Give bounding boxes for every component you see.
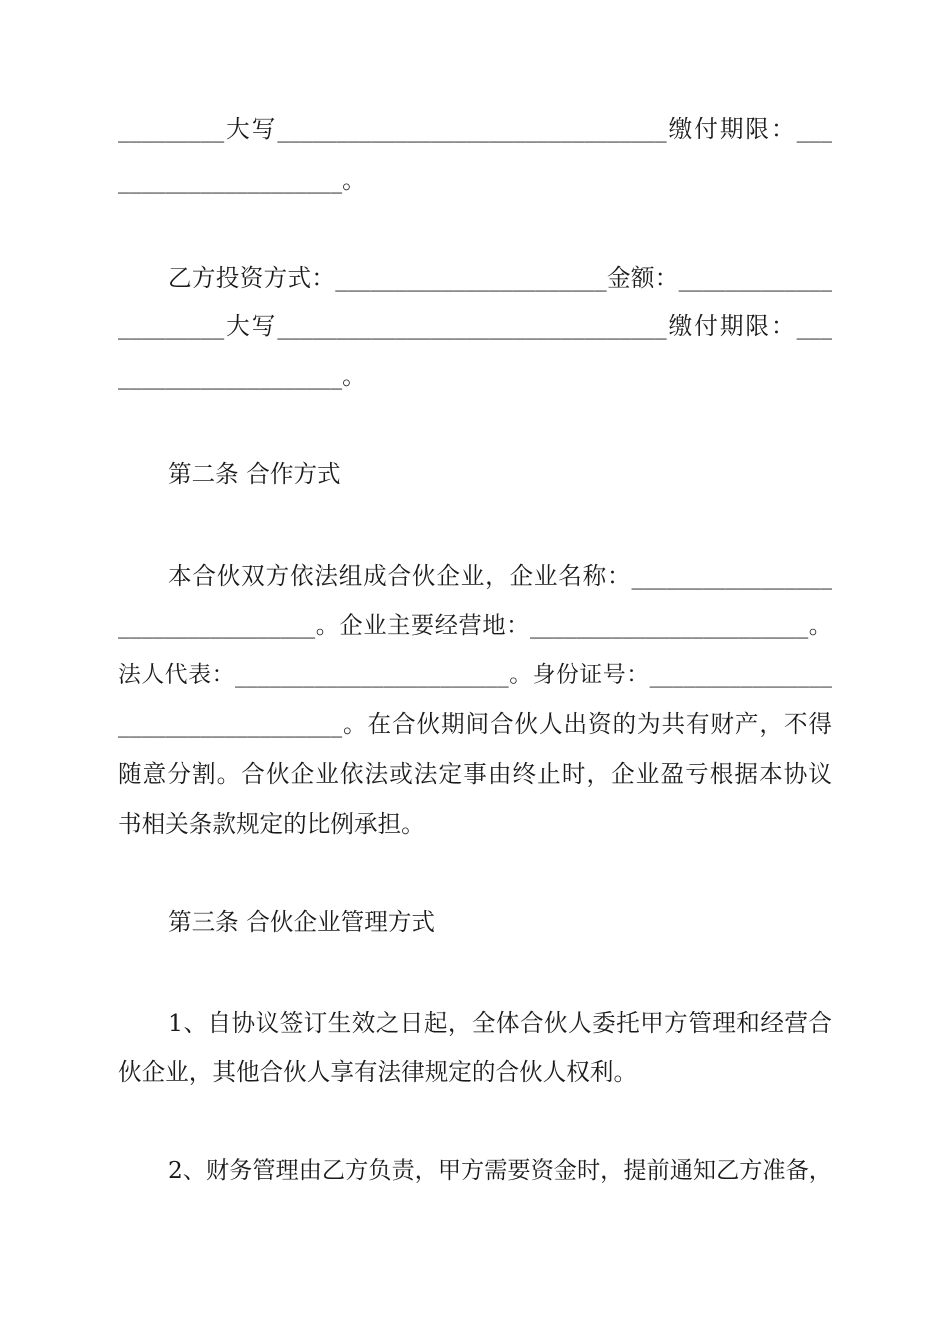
text-line-10: ___________________。在合伙期间合伙人出资的为共有财产，不得 (118, 710, 832, 738)
text-line-14: 1、自协议签订生效之日起，全体合伙人委托甲方管理和经营合 (168, 1009, 832, 1037)
section-heading-2: 第二条 合作方式 (168, 460, 341, 488)
text-line-1: _________大写_________________________________缴付期限：___ (118, 115, 832, 143)
text-line-5: ___________________。 (118, 362, 366, 390)
text-line-3: 乙方投资方式：_______________________金额：_____________ (168, 264, 832, 292)
text-line-15: 伙企业，其他合伙人享有法律规定的合伙人权利。 (118, 1058, 638, 1086)
text-line-8: _________________。企业主要经营地：________________________。 (118, 612, 832, 639)
text-line-12: 书相关条款规定的比例承担。 (118, 810, 425, 838)
section-heading-3: 第三条 合伙企业管理方式 (168, 908, 436, 936)
text-line-2: ___________________。 (118, 166, 366, 194)
text-line-11: 随意分割。合伙企业依法或法定事由终止时，企业盈亏根据本协议 (118, 760, 832, 788)
text-line-4: _________大写_________________________________缴付期限：___ (118, 312, 832, 340)
text-line-16: 2、财务管理由乙方负责，甲方需要资金时，提前通知乙方准备， (168, 1157, 832, 1184)
text-line-9: 法人代表：________________________。身份证号：________________ (118, 662, 832, 688)
text-line-7: 本合伙双方依法组成合伙企业，企业名称：_________________ (168, 562, 832, 590)
